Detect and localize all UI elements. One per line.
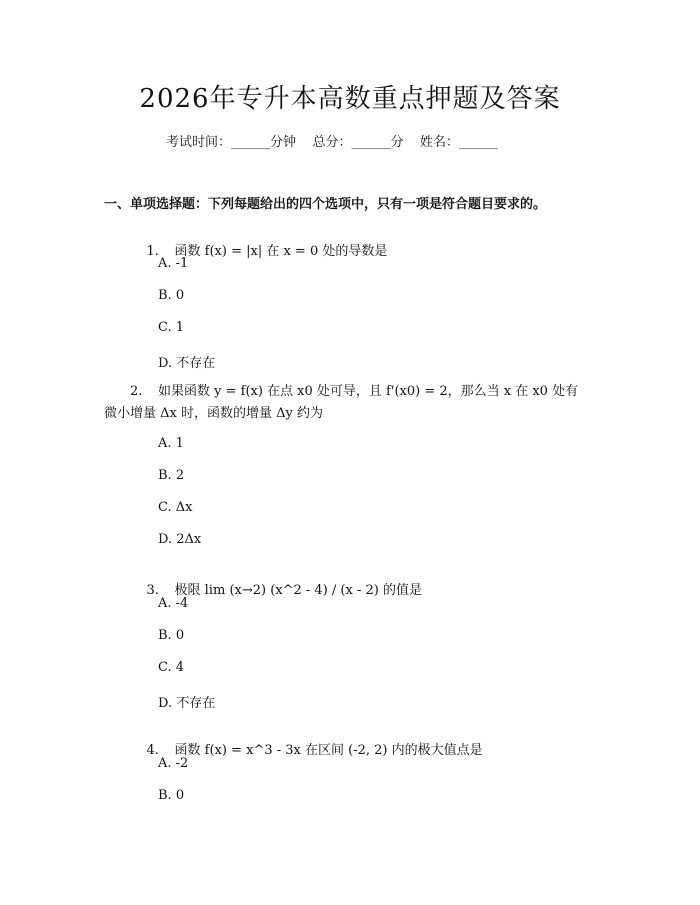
document-title: 2026年专升本高数重点押题及答案 xyxy=(139,84,561,114)
option-1b: B. 0 xyxy=(158,288,185,303)
option-3b: B. 0 xyxy=(158,628,185,643)
option-3c: C. 4 xyxy=(158,660,185,675)
option-3a: A. -4 xyxy=(158,596,189,611)
option-1c: C. 1 xyxy=(158,320,185,335)
option-1d: D. 不存在 xyxy=(158,356,216,371)
section-heading: 一、单项选择题：下列每题给出的四个选项中，只有一项是符合题目要求的。 xyxy=(104,197,547,212)
question-number: 4. xyxy=(146,743,159,758)
exam-info-line: 考试时间：______分钟 总分：______分 姓名：______ xyxy=(166,135,499,150)
question-number: 1. xyxy=(146,244,159,259)
option-4a: A. -2 xyxy=(158,756,189,771)
option-2a: A. 1 xyxy=(158,436,184,451)
question-text: 如果函数 y = f(x) 在点 x0 处可导，且 f'(x0) = 2，那么当 x 在 x0 处有微小增量 Δx 时，函数的增量 Δy 约为 xyxy=(104,384,579,421)
option-2d: D. 2Δx xyxy=(158,532,202,547)
question-number: 3. xyxy=(146,583,159,598)
question-text: 极限 lim (x→2) (x^2 - 4) / (x - 2) 的值是 xyxy=(174,583,422,598)
option-2c: C. Δx xyxy=(158,500,193,515)
question-2 xyxy=(104,381,590,425)
option-2b: B. 2 xyxy=(158,468,185,483)
option-1a: A. -1 xyxy=(158,256,189,271)
question-text: 函数 f(x) = x^3 - 3x 在区间 (-2, 2) 内的极大值点是 xyxy=(174,743,483,758)
question-number: 2. xyxy=(130,384,143,399)
option-3d: D. 不存在 xyxy=(158,696,216,711)
option-4b: B. 0 xyxy=(158,788,185,803)
question-text: 函数 f(x) = |x| 在 x = 0 处的导数是 xyxy=(174,244,388,259)
